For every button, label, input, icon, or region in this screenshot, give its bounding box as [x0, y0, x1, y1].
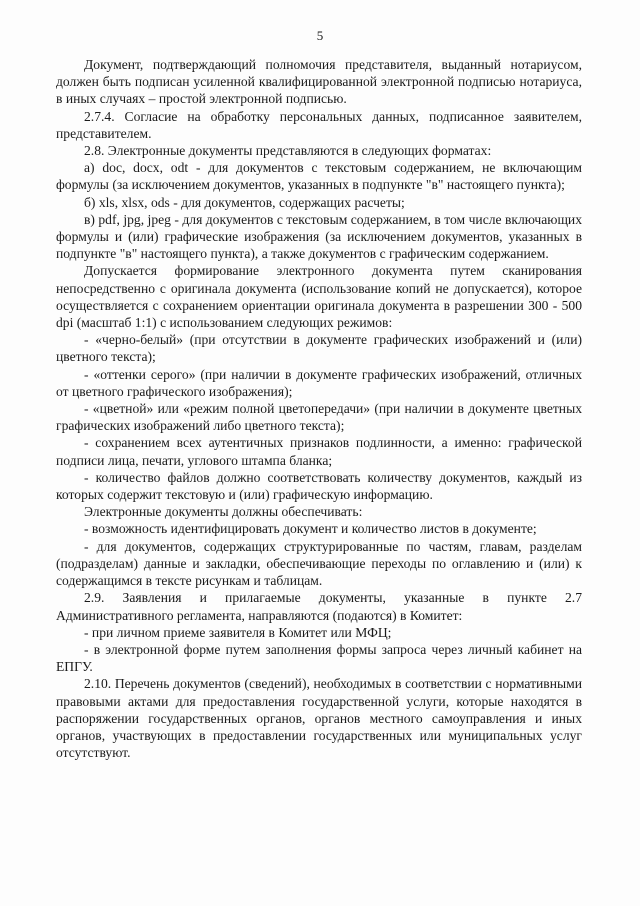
- paragraph-structured: - для документов, содержащих структурированные по частям, главам, разделам (подразделам) данные и закладки, обеспечивающие переходы по оглавлению и (или) к содержащимся в тексте рисункам и таблицам.: [56, 538, 582, 589]
- paragraph-file-count: - количество файлов должно соответствовать количеству документов, каждый из которых содержит текстовую и (или) графическую информацию.: [56, 469, 582, 503]
- paragraph-format-c: в) pdf, jpg, jpeg - для документов с текстовым содержанием, в том числе включающих формулы и (или) графические изображения (за исключением документов, указанных в подпункте "в" настоящего пункта), а также документов с графическим содержанием.: [56, 211, 582, 262]
- paragraph-format-b: б) xls, xlsx, ods - для документов, содержащих расчеты;: [84, 194, 405, 210]
- paragraph-2-7-4: 2.7.4. Согласие на обработку персональных данных, подписанное заявителем, представителем.: [56, 108, 582, 141]
- paragraph-representative-authority: Документ, подтверждающий полномочия представителя, выданный нотариусом, должен быть подписан усиленной квалифицированной электронной подписью нотариуса, в иных случаях – простой электронной подписью.: [56, 57, 582, 107]
- paragraph-mode-color: - «цветной» или «режим полной цветопередачи» (при наличии в документе цветных графических изображений либо цветного текста);: [56, 401, 582, 434]
- paragraph-2-9: 2.9. Заявления и прилагаемые документы, указанные в пункте 2.7 Административного регламента, направляются (подаются) в Комитет:: [56, 590, 582, 623]
- paragraph-authenticity: - сохранением всех аутентичных признаков подлинности, а именно: графической подписи лица, печати, углового штампа бланка;: [56, 435, 582, 468]
- paragraph-2-8: 2.8. Электронные документы представляются в следующих форматах:: [84, 143, 492, 159]
- paragraph-identify: - возможность идентифицировать документ и количество листов в документе;: [84, 521, 537, 537]
- document-body: [56, 56, 582, 761]
- page-number: 5: [316, 28, 324, 43]
- paragraph-format-a: а) doc, docx, odt - для документов с текстовым содержанием, не включающим формулы (за исключением документов, указанных в подпункте "в" настоящего пункта);: [56, 160, 582, 193]
- paragraph-2-10: 2.10. Перечень документов (сведений), необходимых в соответствии с нормативными правовыми актами для предоставления государственной услуги, которые находятся в распоряжении государственных органов, органов местного самоуправления и иных органов, участвующих в предоставлении государственных или муниципальных услуг отсутствуют.: [56, 676, 582, 761]
- paragraph-mode-gray: - «оттенки серого» (при наличии в документе графических изображений, отличных от цветного графического изображения);: [56, 366, 582, 399]
- paragraph-mode-bw: - «черно-белый» (при отсутствии в документе графических изображений и (или) цветного текста);: [56, 332, 582, 365]
- paragraph-scanning: Допускается формирование электронного документа путем сканирования непосредственно с оригинала документа (использование копий не допускается), которое осуществляется с сохранением ориентации оригинала документа в разрешении 300 - 500 dpi (масштаб 1:1) с использованием следующих режимов:: [56, 263, 582, 331]
- paragraph-electronic-form: - в электронной форме путем заполнения формы запроса через личный кабинет на ЕПГУ.: [56, 641, 582, 675]
- paragraph-electronic-docs: Электронные документы должны обеспечивать:: [84, 504, 363, 520]
- paragraph-personal-visit: - при личном приеме заявителя в Комитет или МФЦ;: [84, 624, 392, 640]
